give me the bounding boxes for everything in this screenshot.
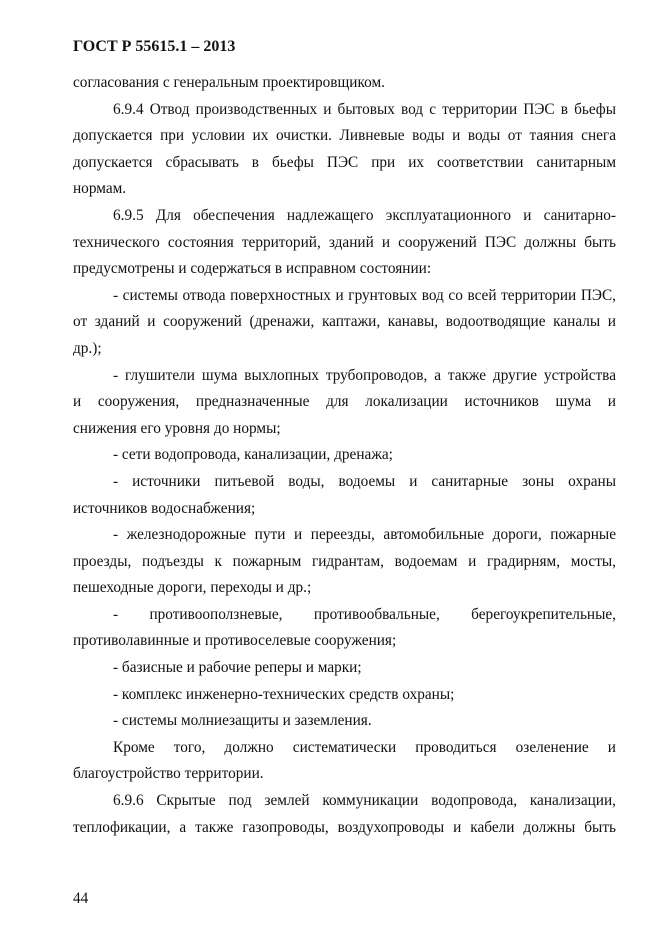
- text-line: благоустройство территории.: [73, 765, 264, 783]
- text-line: противолавинные и противоселевые сооружения;: [73, 632, 397, 650]
- text-line: пешеходные дороги, переходы и др.;: [73, 579, 312, 597]
- text-line: источников водоснабжения;: [73, 499, 256, 517]
- text-line: проезды, подъезды к пожарным гидрантам, водоемам и градирням, мосты,: [73, 552, 616, 570]
- paragraph: [73, 97, 616, 203]
- text-line: предусмотрены и содержаться в исправном состоянии:: [73, 260, 432, 278]
- text-line: - противооползневые, противообвальные, берегоукрепительные,: [113, 605, 616, 623]
- text-line: Кроме того, должно систематически проводиться озеленение и: [113, 738, 616, 756]
- text-line: - системы молниезащиты и заземления.: [113, 712, 372, 730]
- paragraph: [73, 735, 616, 788]
- text-line: - базисные и рабочие реперы и марки;: [113, 659, 362, 677]
- paragraph: [73, 442, 616, 469]
- paragraph: [73, 655, 616, 682]
- text-line: теплофикации, а также газопроводы, воздухопроводы и кабели должны быть: [73, 818, 616, 836]
- text-line: 6.9.5 Для обеспечения надлежащего эксплуатационного и санитарно-: [113, 206, 616, 224]
- paragraph: [73, 70, 616, 97]
- paragraph: [73, 363, 616, 443]
- page-number: 44: [73, 890, 89, 907]
- text-line: 6.9.4 Отвод производственных и бытовых вод с территории ПЭС в бьефы: [113, 100, 616, 118]
- paragraph: [73, 522, 616, 602]
- paragraph: [73, 203, 616, 283]
- paragraph: [73, 283, 616, 363]
- text-line: нормам.: [73, 180, 127, 198]
- paragraph: [73, 602, 616, 655]
- document-header: ГОСТ Р 55615.1 – 2013: [73, 38, 236, 55]
- text-line: от зданий и сооружений (дренажи, каптажи, канавы, водоотводящие каналы и: [73, 313, 616, 331]
- text-line: - сети водопровода, канализации, дренажа;: [113, 446, 393, 464]
- text-line: др.);: [73, 339, 102, 357]
- text-line: и сооружения, предназначенные для локализации источников шума и: [73, 393, 616, 411]
- text-line: согласования с генеральным проектировщиком.: [73, 74, 386, 91]
- text-line: снижения его уровня до нормы;: [73, 419, 281, 437]
- text-line: допускается сбрасывать в бьефы ПЭС при их соответствии санитарным: [73, 153, 616, 171]
- text-line: - источники питьевой воды, водоемы и санитарные зоны охраны: [113, 472, 616, 490]
- paragraph: [73, 708, 616, 735]
- text-line: - системы отвода поверхностных и грунтовых вод со всей территории ПЭС,: [113, 286, 616, 304]
- paragraph: [73, 682, 616, 709]
- paragraph: [73, 469, 616, 522]
- paragraph: [73, 788, 616, 841]
- text-line: допускается при условии их очистки. Ливневые воды и воды от таяния снега: [73, 127, 616, 145]
- text-line: - комплекс инженерно-технических средств охраны;: [113, 685, 455, 703]
- text-line: - глушители шума выхлопных трубопроводов, а также другие устройства: [113, 366, 616, 384]
- document-body: [73, 70, 616, 841]
- text-line: технического состояния территорий, зданий и сооружений ПЭС должны быть: [73, 233, 616, 251]
- text-line: - железнодорожные пути и переезды, автомобильные дороги, пожарные: [113, 526, 616, 544]
- text-line: 6.9.6 Скрытые под землей коммуникации водопровода, канализации,: [113, 792, 616, 810]
